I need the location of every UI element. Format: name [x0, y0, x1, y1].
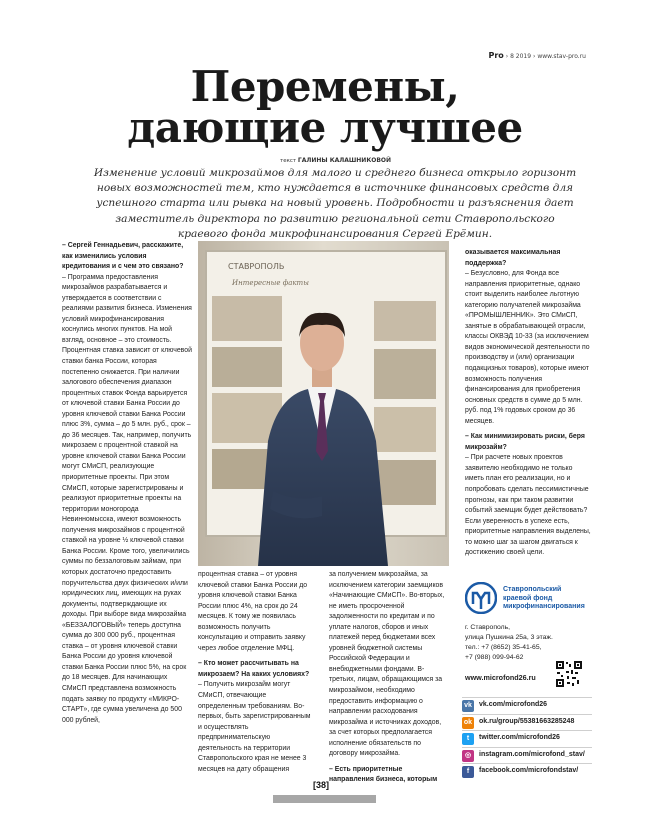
fund-logo-line-2: краевой фонд	[503, 594, 553, 602]
page-header	[489, 51, 587, 60]
twitter-icon: t	[462, 733, 474, 745]
answer-paragraph: – Программа предоставления микрозаймов разрабатывается и утверждается в соответствии с реалиями развития бизнеса. Изменения условий микрофинансирования коснулись многих пунктов. На мой взгляд, основное – это стоимость. Процентная ставка зависит от ключевой ставки банка России, которая постепенно снижается. При наличии залогового обеспечения диапазон процентных ставок Фонда варьируется от ключевой ставки Банка России до уровня ключевой ставки Банка России плюс 3%, сумма – до 5 млн. руб., срок – до 36 месяцев. Так, например, получить микрозаем с процентной ставкой на уровне ключевой ставки Банка России могут СМиСП, реализующие приоритетные проекты. При этом СМиСП, которые зарегистрированы и реализуют приоритетные проекты на территории моногорода Невинномысска, имеют возможность получения микрозаймов с процентной ставкой на уровне ½ ключевой ставки Банка России. Кроме того, увеличились суммы по беззалоговым займам, при которых достаточно предоставить поручительства двух физических и/или юридических лиц, имеющих на руках документы, подтверждающие их доходы. При выборе вида микрозайма «БЕЗЗАЛОГОВЫЙ» теперь доступна сумма до 300 000 руб., процентная ставка – от уровня ключевой ставки Банка России до уровня ключевой ставки Банка России плюс 5%, на срок до 18 месяцев. Для начинающих СМиСП представлена возможность подать заявку по продукту «МИКРО-СТАРТ», где сумма увеличена до 500 000 рублей,	[62, 273, 192, 724]
fund-logo-line-1: Ставропольский	[503, 586, 562, 593]
address-line-1: г. Ставрополь,	[465, 624, 511, 631]
photo-illustration	[198, 241, 449, 566]
question-paragraph: оказывается максимальная поддержка?	[465, 249, 561, 267]
phone-line-2: +7 (988) 099-94-62	[465, 654, 524, 661]
text-column-2	[198, 570, 314, 775]
article-title	[0, 62, 650, 152]
social-link-label: instagram.com/microfond_stav/	[479, 750, 585, 758]
portrait-photo	[198, 241, 449, 566]
question-paragraph: – Кто может рассчитывать на микрозаем? На каких условиях?	[198, 660, 310, 678]
board-heading: СТАВРОПОЛЬ	[228, 262, 285, 271]
byline-prefix: текст	[280, 158, 297, 164]
instagram-icon: ◎	[462, 750, 474, 762]
lead-paragraph: Изменение условий микрозаймов для малого и среднего бизнеса открыло горизонт новых возможностей тем, кто нуждается в источнике финансовых средств для успешного старта или рывка на новый уровень. Подробности и разъяснения дает заместитель директора по развитию региональной сети Ставропольского краевого фонда микрофинансирования Сергей Ерёмин.	[93, 167, 577, 240]
question-paragraph: – Есть приоритетные направления бизнеса, которым	[329, 765, 438, 784]
fund-logo	[465, 582, 593, 616]
social-link[interactable]	[462, 700, 592, 714]
text-column-4	[465, 248, 593, 559]
social-divider	[462, 747, 592, 748]
phone-line-1: тел.: +7 (8652) 35-41-65,	[465, 644, 542, 651]
magazine-name: Pro	[488, 51, 504, 60]
question-paragraph: – Как минимизировать риски, беря микрозайм?	[465, 433, 585, 451]
answer-paragraph: – Безусловно, для Фонда все направления приоритетные, однако стоит выделить наиболее льготную категорию получателей микрозайма «ПРОМЫШЛЕННИК». Это СМиСП, занятые в обрабатывающей отрасли, классы ОКВЭД 10-33 (за исключением видов экономической деятельности по производству и (или) организации подакцизных товаров), которые имеют возможность получения финансирования для приобретения основных средств в сумме до 5 млн. руб. под 1% годовых сроком до 36 месяцев.	[465, 270, 590, 425]
magazine-site: www.stav-pro.ru	[537, 53, 586, 60]
social-link-label: twitter.com/microfond26	[479, 734, 560, 741]
answer-paragraph: за получением микрозайма, за исключением категории заемщиков «Начинающие СМиСП». Во-вторых, не иметь просроченной задолженности по кредитам и по уплате налогов, сборов и иных платежей перед бюджетами всех уровней бюджетной системы Российской Федерации и внебюджетными фондами. В-третьих, лицам, обращающимся за микрозаймом, необходимо предоставить информацию о направлении расходования микрозайма и источниках доходов, за счет которых предполагается исполнение обязательств по договору микрозайма.	[329, 571, 445, 758]
byline	[280, 157, 391, 164]
social-divider	[462, 697, 592, 698]
header-separator: ›	[505, 53, 509, 60]
social-divider	[462, 730, 592, 731]
social-divider	[462, 714, 592, 715]
board-subheading: Интересные факты	[232, 279, 309, 287]
facebook-icon: f	[462, 766, 474, 778]
social-link[interactable]	[462, 766, 592, 780]
social-link[interactable]	[462, 717, 592, 731]
answer-paragraph: – Получить микрозайм могут СМиСП, отвечающие определенным требованиям. Во-первых, быть зарегистрированным и осуществлять предпринимательскую деятельность на территории Ставропольского края не менее 3 месяцев на дату обращения	[198, 681, 311, 773]
social-link[interactable]	[462, 750, 592, 764]
title-line-1: Перемены,	[190, 62, 460, 111]
address-line-2: улица Пушкина 25а, 3 этаж.	[465, 634, 553, 641]
fund-logo-icon	[465, 582, 497, 614]
social-link-label: ok.ru/group/55381663285248	[479, 717, 575, 725]
social-divider	[462, 763, 592, 764]
qr-code-icon	[556, 661, 582, 687]
page-number-value: 38	[316, 780, 327, 790]
fund-logo-text	[503, 586, 585, 612]
answer-paragraph: – При расчете новых проектов заявителю необходимо не только иметь план его реализации, но и попробовать сделать пессимистичные прогнозы, как при таком развитии событий заемщик будет действовать? Если уверенность в успехе есть, приоритетные направления выделены, то можно шаг за шагом двигаться к достижению своей цели.	[465, 454, 591, 557]
text-column-3	[329, 570, 449, 786]
question-paragraph: – Сергей Геннадьевич, расскажите, как изменились условия кредитования и с чем это связано?	[62, 242, 184, 271]
social-link[interactable]	[462, 733, 592, 747]
fund-website-link[interactable]: www.microfond26.ru	[465, 673, 536, 682]
page-number: [38]	[313, 780, 330, 790]
title-line-2: дающие лучшее	[127, 103, 523, 152]
header-separator: ›	[532, 53, 536, 60]
ok-icon: ok	[462, 717, 474, 729]
page-bar	[273, 795, 376, 803]
social-link-label: vk.com/microfond26	[479, 701, 548, 708]
social-link-label: facebook.com/microfondstav/	[479, 767, 579, 774]
fund-logo-line-3: микрофинансирования	[503, 603, 585, 611]
byline-author: ГАЛИНЫ КАЛАШНИКОВОЙ	[297, 157, 392, 164]
text-column-1	[62, 241, 192, 726]
answer-paragraph: процентная ставка – от уровня ключевой ставки Банка России до уровня ключевой ставки Банка России плюс 4%, на срок до 24 месяцев. К тому же появилась возможность получить консультацию и отправить заявку через любое отделение МФЦ.	[198, 571, 308, 652]
vk-icon: vk	[462, 700, 474, 712]
contact-address	[465, 623, 553, 663]
issue-number: 8 2019	[510, 53, 532, 60]
